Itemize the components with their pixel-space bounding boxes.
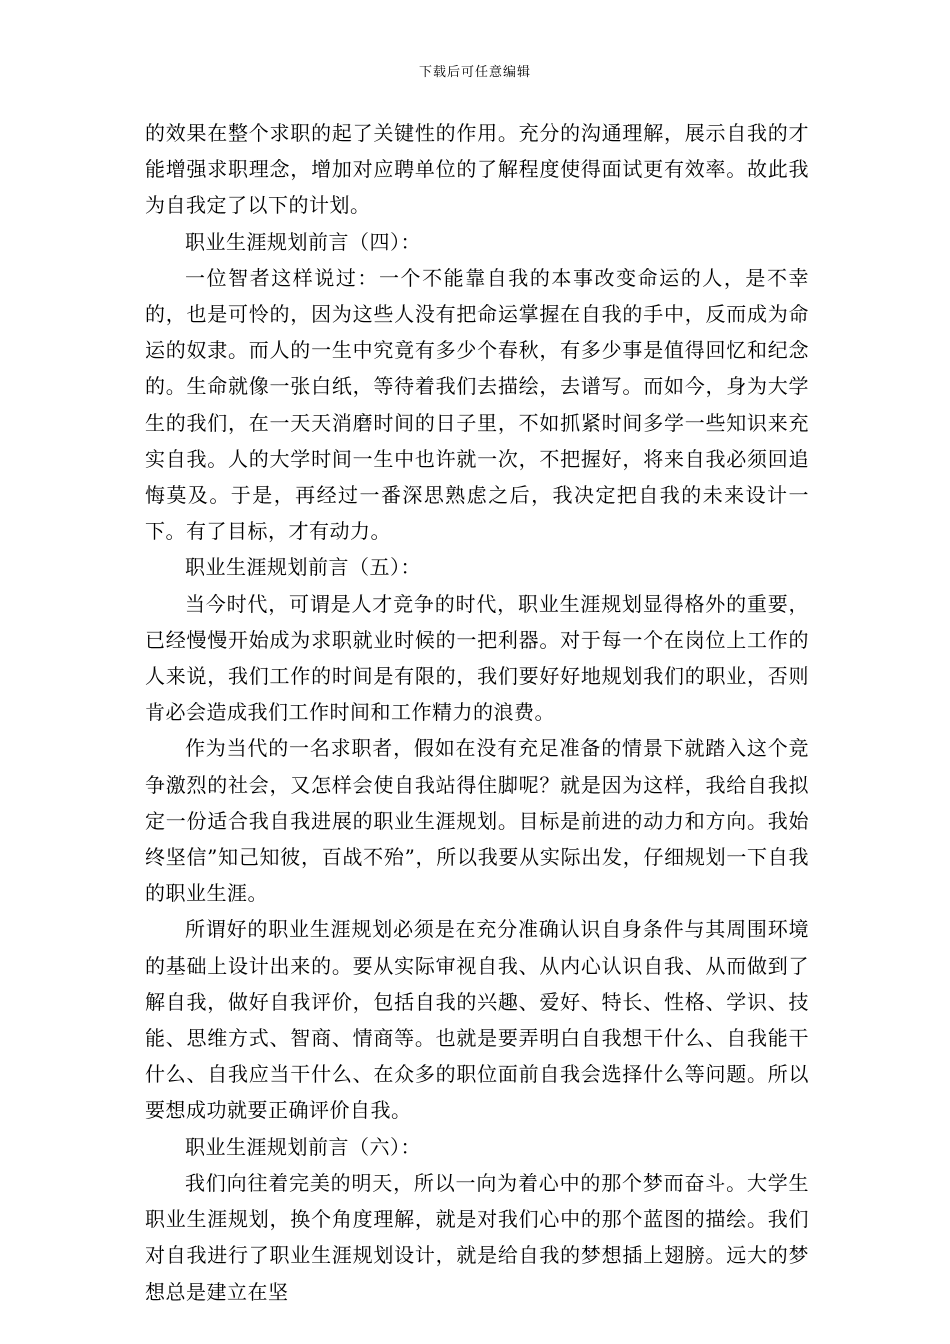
section-heading-4: 职业生涯规划前言（四）： xyxy=(185,229,421,254)
section-heading-5: 职业生涯规划前言（五）： xyxy=(185,555,421,580)
paragraph: 一位智者这样说过：一个不能靠自我的本事改变命运的人，是不幸的，也是可怜的，因为这些人没有把命运掌握在自我的手中，反而成为命运的奴隶。而人的一生中究竟有多少个春秋，有多少事是值得回忆和纪念的。生命就像一张白纸，等待着我们去描绘，去谱写。而如今，身为大学生的我们，在一天天消磨时间的日子里，不如抓紧时间多学一些知识来充实自我。人的大学时间一生中也许就一次，不把握好，将来自我必须回追悔莫及。于是，再经过一番深思熟虑之后，我决定把自我的未来设计一下。有了目标，才有动力。 xyxy=(145,265,809,544)
page-header: 下载后可任意编辑 xyxy=(418,65,531,80)
document-body xyxy=(145,115,809,1310)
paragraph: 所谓好的职业生涯规划必须是在充分准确认识自身条件与其周围环境的基础上设计出来的。要从实际审视自我、从内心认识自我、从而做到了解自我，做好自我评价，包括自我的兴趣、爱好、特长、性格、学识、技能、思维方式、智商、情商等。也就是要弄明白自我想干什么、自我能干什么、自我应当干什么、在众多的职位面前自我会选择什么等问题。所以要想成功就要正确评价自我。 xyxy=(145,917,809,1123)
section-heading-6: 职业生涯规划前言（六）： xyxy=(185,1134,421,1159)
paragraph: 作为当代的一名求职者，假如在没有充足准备的情景下就踏入这个竞争激烈的社会，又怎样会使自我站得住脚呢？就是因为这样，我给自我拟定一份适合我自我进展的职业生涯规划。目标是前进的动力和方向。我始终坚信”知己知彼，百战不殆”，所以我要从实际出发，仔细规划一下自我的职业生涯。 xyxy=(145,736,809,906)
paragraph: 我们向往着完美的明天，所以一向为着心中的那个梦而奋斗。大学生职业生涯规划，换个角度理解，就是对我们心中的那个蓝图的描绘。我们对自我进行了职业生涯规划设计，就是给自我的梦想插上翅膀。远大的梦想总是建立在坚 xyxy=(145,1170,809,1304)
paragraph-continuation: 的效果在整个求职的起了关键性的作用。充分的沟通理解，展示自我的才能增强求职理念，增加对应聘单位的了解程度使得面试更有效率。故此我为自我定了以下的计划。 xyxy=(145,121,809,218)
paragraph: 当今时代，可谓是人才竞争的时代，职业生涯规划显得格外的重要，已经慢慢开始成为求职就业时候的一把利器。对于每一个在岗位上工作的人来说，我们工作的时间是有限的，我们要好好地规划我们的职业，否则肯必会造成我们工作时间和工作精力的浪费。 xyxy=(145,591,809,725)
